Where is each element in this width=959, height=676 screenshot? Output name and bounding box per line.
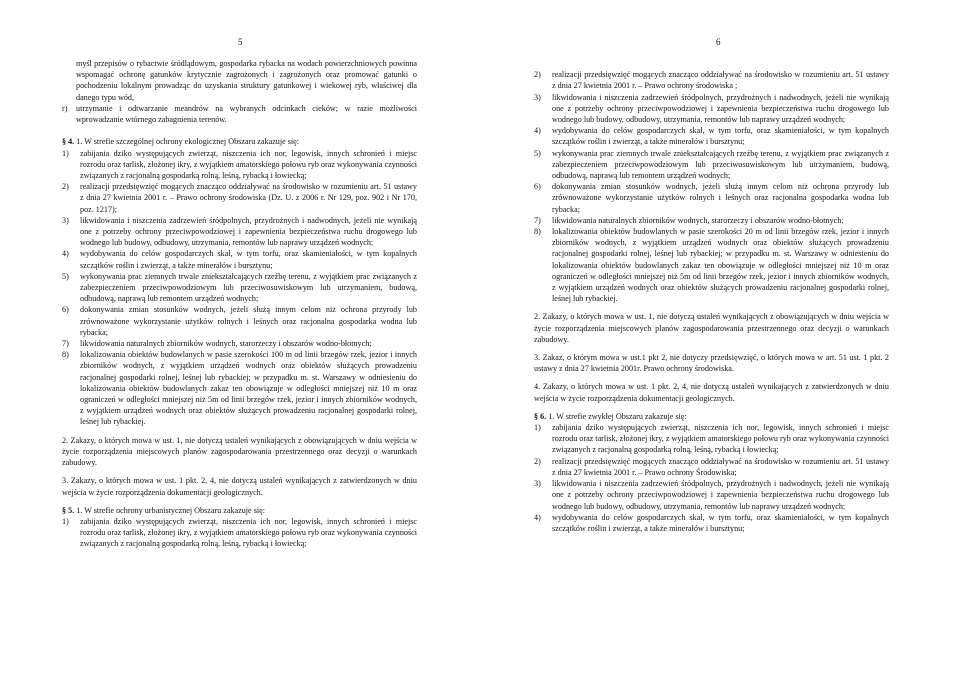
list-item (534, 181, 889, 215)
item-text: zabijania dziko występujących zwierząt, niszczenia ich nor, legowisk, innych schronień i miejsc rozrodu oraz tarlisk, złożonej ikry, z wyjątkiem amatorskiego połowu ryb oraz wykonywania czynności związanych z racjonalną gospodarką rolną, leśną, rybacką i łowiecką; (80, 148, 418, 181)
section-5-paragraph-3: 3. Zakaz, o którym mowa w ust.1 pkt 2, nie dotyczy przedsięwzięć, o których mowa w art. 51 ust. 1 pkt. 2 ustawy z dnia 27 kwietnia 2001r. Prawo ochrony środowiska. (534, 353, 889, 374)
list-item (534, 69, 889, 91)
item-number: 3) (62, 215, 69, 225)
section-heading-text: 1. W strefie zwykłej Obszaru zakazuje się: (546, 411, 687, 421)
item-text: realizacji przedsięwzięć mogących znacząco oddziaływać na środowisko w rozumieniu art. 51 ustawy z dnia 27 kwietnia 2001 r. – Prawo ochrony Środowiska; (552, 456, 889, 477)
list-item (62, 304, 417, 338)
list-item (62, 181, 417, 215)
item-text: dokonywania zmian stosunków wodnych, jeżeli służą innym celom niż ochrona przyrody lub zrównoważone wykorzystanie użytków rolnych i leśnych oraz racjonalna gospodarka wodna lub rybacka; (80, 305, 417, 337)
section-6-heading (534, 411, 889, 422)
section-6-list (534, 422, 889, 534)
item-text: likwidowania i niszczenia zadrzewień śródpolnych, przydrożnych i nadwodnych, jeżeli nie wynikają one z potrzeby ochrony przeciwpowodziowej i zapewnienia bezpieczeństwa ruchu drogowego lub wodnego lub budowy, odbudowy, utrzymania, remontów lub naprawy urządzeń wodnych; (80, 215, 417, 248)
section-5-heading (62, 505, 417, 516)
right-page (480, 0, 959, 676)
list-item (62, 248, 417, 270)
item-number: 4) (62, 249, 69, 259)
item-number: 3) (534, 92, 541, 102)
item-text: wykonywania prac ziemnych trwale zniekształcających rzeźbę terenu, z wyjątkiem prac związanych z zabezpieczeniem przeciwpowodziowym lub przeciwosuwiskowym lub utrzymaniem, budową, odbudową, naprawą lub remontem urządzeń wodnych; (552, 148, 889, 181)
item-number: 1) (62, 148, 69, 158)
item-number: 8) (62, 350, 69, 360)
list-item (534, 478, 889, 512)
item-text: wykonywania prac ziemnych trwale zniekształcających rzeźbę terenu, z wyjątkiem prac związanych z zabezpieczeniem przeciwpowodziowym lub przeciwosuwiskowym lub utrzymaniem, budową, odbudową, naprawą lub remontem urządzeń wodnych; (80, 271, 417, 304)
list-item (534, 512, 889, 534)
item-text: zabijania dziko występujących zwierząt, niszczenia ich nor, legowisk, innych schronień i miejsc rozrodu oraz tarlisk, złożonej ikry, z wyjątkiem amatorskiego połowu ryb oraz wykonywania czynności związanych z racjonalną gospodarką rolną, leśną, rybacką i łowiecką; (80, 516, 418, 549)
section-5-list-continued (534, 69, 889, 304)
item-text: realizacji przedsięwzięć mogących znacząco oddziaływać na środowisko w rozumieniu art. 51 ustawy z dnia 27 kwietnia 2001 r. – Prawo ochrony środowiska ; (552, 70, 889, 91)
item-number: 7) (534, 215, 541, 225)
item-text: likwidowania naturalnych zbiorników wodnych, starorzeczy i obszarów wodno-błotnych; (80, 339, 372, 349)
list-item (534, 226, 889, 304)
section-heading-text: 1. W strefie ochrony urbanistycznej Obszaru zakazuje się: (74, 505, 265, 515)
item-number: 3) (534, 479, 541, 489)
item-text: realizacji przedsięwzięć mogących znacząco oddziaływać na środowisko w rozumieniu art. 51 ustawy z dnia 27 kwietnia 2001 r. – Prawo ochrony środowiska (Dz. U. z 2006 r. Nr 129, poz. 902 i Nr 170, poz. 1217); (80, 182, 417, 214)
item-number: 6) (62, 305, 69, 315)
item-number: 2) (534, 70, 541, 80)
item-text: wydobywania do celów gospodarczych skał, w tym torfu, oraz skamieniałości, w tym kopalnych szczątków roślin i zwierząt, a także minerałów i bursztynu; (552, 512, 889, 533)
section-5-paragraph-2: 2. Zakazy, o których mowa w ust. 1, nie dotyczą ustaleń wynikających z obowiązujących w dniu wejścia w życie rozporządzenia miejscowych planów zagospodarowania przestrzennego oraz decyzji o warunkach zabudowy. (534, 312, 889, 344)
section-4-paragraph-3: 3. Zakazy, o których mowa w ust. 1 pkt. 2, 4, nie dotyczą ustaleń wynikających z zatwierdzonych w dniu wejścia w życie rozporządzenia dokumentacji geologicznych. (62, 476, 417, 497)
page-number: 5 (238, 37, 243, 47)
item-text: zabijania dziko występujących zwierząt, niszczenia ich nor, legowisk, innych schronień i miejsc rozrodu oraz tarlisk, złożonej ikry, z wyjątkiem amatorskiego połowu ryb oraz wykonywania czynności związanych z racjonalną gospodarką rolną, leśną, rybacką i łowiecką; (552, 423, 890, 455)
list-item (534, 92, 889, 126)
item-text: wydobywania do celów gospodarczych skał, w tym torfu, oraz skamieniałości, w tym kopalnych szczątków roślin i zwierząt, a także minerałów i bursztynu; (552, 126, 889, 147)
section-4-list (62, 148, 417, 428)
item-number: 6) (534, 182, 541, 192)
page-number: 6 (716, 37, 721, 47)
section-symbol: § 5. (62, 505, 75, 515)
item-text: likwidowania i niszczenia zadrzewień śródpolnych, przydrożnych i nadwodnych, jeżeli nie wynikają one z potrzeby ochrony przeciwpowodziowej i zapewnienia bezpieczeństwa ruchu drogowego lub wodnego lub budowy, odbudowy, utrzymania, remontów lub naprawy urządzeń wodnych; (552, 92, 889, 124)
item-number: 1) (62, 516, 69, 526)
item-text: lokalizowania obiektów budowlanych w pasie szerokości 20 m od linii brzegów rzek, jezior i innych zbiorników wodnych, z wyjątkiem urządzeń wodnych oraz obiektów służących prowadzeniu racjonalnej gospodarki rolnej, leśnej lub rybackiej; w przypadku m. st. Warszawy w odniesieniu do lokalizowania obiektów budowlanych zakaz ten obowiązuje w odległości mniejszej niż 10 m oraz ograniczeń w odległości mniejszej niż 5m od linii brzegów rzek, jezior i innych zbiorników wodnych, z wyjątkiem urządzeń wodnych oraz obiektów służących prowadzeniu racjonalnej gospodarki rolnej, leśnej lub rybackiej. (552, 227, 889, 304)
section-4-heading (62, 136, 417, 147)
list-item (62, 349, 417, 427)
list-item (62, 271, 417, 305)
item-number: 8) (534, 227, 541, 237)
intro-paragraph: myśl przepisów o rybactwie śródlądowym, gospodarka rybacka na wodach powierzchniowych powinna wspomagać ochronę gatunków krytycznie zagrożonych i zagrożonych oraz promować gatunki o pochodzeniu lokalnym prowadząc do uzyskania struktury gatunkowej i wiekowej ryb, właściwej dla danego typu wód, (76, 59, 417, 102)
section-5-paragraph-4: 4. Zakazy, o których mowa w ust. 1 pkt. 2, 4, nie dotyczą ustaleń wynikających z zatwierdzonych w dniu wejścia w życie rozporządzenia dokumentacji geologicznych. (534, 382, 889, 403)
item-number: 4) (534, 126, 541, 136)
list-item (62, 148, 417, 182)
left-column (62, 58, 417, 550)
item-number: 5) (62, 271, 69, 281)
right-column (534, 58, 889, 534)
list-item (62, 215, 417, 249)
list-item (534, 125, 889, 147)
item-number: 1) (534, 423, 541, 433)
item-marker: r) (62, 103, 68, 113)
item-number: 2) (534, 456, 541, 466)
list-item (534, 422, 889, 456)
list-item (534, 215, 889, 226)
item-text: likwidowania naturalnych zbiorników wodnych, starorzeczy i obszarów wodno-błotnych; (552, 215, 844, 225)
item-number: 5) (534, 148, 541, 158)
item-number: 4) (534, 512, 541, 522)
list-item-r (62, 103, 417, 125)
section-symbol: § 4. (62, 137, 75, 147)
section-heading-text: 1. W strefie szczególnej ochrony ekologicznej Obszaru zakazuje się: (74, 137, 300, 147)
list-item (62, 338, 417, 349)
list-item (534, 456, 889, 478)
section-symbol: § 6. (534, 411, 547, 421)
section-4-paragraph-2: 2. Zakazy, o których mowa w ust. 1, nie dotyczą ustaleń wynikających z obowiązujących w dniu wejścia w życie rozporządzenia miejscowych planów zagospodarowania przestrzennego oraz decyzji o warunkach zabudowy. (62, 435, 417, 468)
item-text: likwidowania i niszczenia zadrzewień śródpolnych, przydrożnych i nadwodnych, jeżeli nie wynikają one z potrzeby ochrony przeciwpowodziowej i zapewnienia bezpieczeństwa ruchu drogowego lub wodnego lub budowy, odbudowy, utrzymania, remontów lub naprawy urządzeń wodnych; (552, 479, 889, 511)
item-number: 7) (62, 339, 69, 349)
item-text: dokonywania zmian stosunków wodnych, jeżeli służą innym celom niż ochrona przyrody lub zrównoważone wykorzystanie użytków rolnych i leśnych oraz racjonalna gospodarka wodna lub rybacka; (552, 182, 889, 214)
list-item (62, 516, 417, 550)
list-item (534, 148, 889, 182)
item-text: wydobywania do celów gospodarczych skał, w tym torfu, oraz skamieniałości, w tym kopalnych szczątków roślin i zwierząt, a także minerałów i bursztynu; (80, 249, 417, 270)
item-text: utrzymanie i odtwarzanie meandrów na wybranych odcinkach cieków; w razie możliwości wprowadzanie wtórnego zabagnienia terenów. (76, 103, 417, 125)
item-text: lokalizowania obiektów budowlanych w pasie szerokości 100 m od linii brzegów rzek, jezior i innych zbiorników wodnych, z wyjątkiem urządzeń wodnych oraz obiektów służących prowadzeniu racjonalnej gospodarki rolnej, leśnej lub rybackiej; w przypadku m. st. Warszawy w odniesieniu do lokalizowania obiektów budowlanych zakaz ten obowiązuje w odległości mniejszej niż 10 m oraz ograniczeń w odległości mniejszej niż 5m od linii brzegów rzek, jezior i innych zbiorników wodnych, z wyjątkiem urządzeń wodnych oraz obiektów służących prowadzeniu racjonalnej gospodarki rolnej, leśnej lub rybackiej. (80, 350, 417, 427)
section-5-list (62, 516, 417, 550)
item-number: 2) (62, 182, 69, 192)
